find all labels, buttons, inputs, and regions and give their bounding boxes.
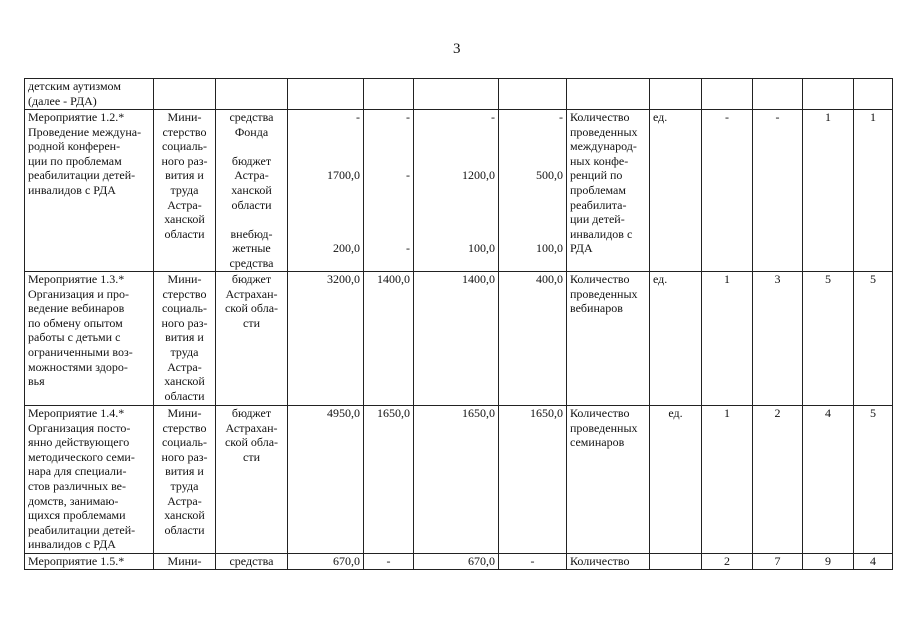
volume-year1-cell xyxy=(364,79,414,110)
volume-year1-cell: - xyxy=(364,554,414,570)
target-year3-cell xyxy=(854,79,893,110)
table-row xyxy=(25,554,893,570)
target-base-cell: 1 xyxy=(702,272,753,406)
volume-year2-cell: 1650,0 xyxy=(414,406,499,554)
indicator-cell: Количество проведенных вебинаров xyxy=(567,272,650,406)
funding-source-cell: бюджет Астрахан- ской обла- сти xyxy=(216,406,288,554)
unit-cell: ед. xyxy=(650,272,702,406)
funding-source-cell: средства Фонда бюджет Астра- ханской области внебюд- жетные средства xyxy=(216,110,288,272)
program-table xyxy=(24,78,893,570)
volume-year3-cell: 1650,0 xyxy=(499,406,567,554)
volume-total-cell: 670,0 xyxy=(288,554,364,570)
target-year3-cell: 4 xyxy=(854,554,893,570)
indicator-cell: Количество xyxy=(567,554,650,570)
table-row xyxy=(25,272,893,406)
volume-year2-cell: 1400,0 xyxy=(414,272,499,406)
table-row xyxy=(25,110,893,272)
table-row xyxy=(25,406,893,554)
table-row xyxy=(25,79,893,110)
target-year2-cell: 9 xyxy=(803,554,854,570)
target-year3-cell: 5 xyxy=(854,406,893,554)
volume-year3-cell: - 500,0 100,0 xyxy=(499,110,567,272)
volume-year2-cell: - 1200,0 100,0 xyxy=(414,110,499,272)
measure-name-cell: Мероприятие 1.2.* Проведение междуна- родной конферен- ции по проблемам реабилитации детей- инвалидов с РДА xyxy=(25,110,154,272)
funding-source-cell xyxy=(216,79,288,110)
executor-cell: Мини- xyxy=(154,554,216,570)
page-number: 3 xyxy=(453,41,461,57)
target-year1-cell: - xyxy=(753,110,803,272)
indicator-cell xyxy=(567,79,650,110)
volume-total-cell: - 1700,0 200,0 xyxy=(288,110,364,272)
target-year1-cell xyxy=(753,79,803,110)
unit-cell xyxy=(650,554,702,570)
target-year3-cell: 5 xyxy=(854,272,893,406)
target-base-cell xyxy=(702,79,753,110)
volume-total-cell xyxy=(288,79,364,110)
unit-cell: ед. xyxy=(650,406,702,554)
executor-cell xyxy=(154,79,216,110)
executor-cell: Мини- стерство социаль- ного раз- вития и труда Астра- ханской области xyxy=(154,272,216,406)
executor-cell: Мини- стерство социаль- ного раз- вития и труда Астра- ханской области xyxy=(154,406,216,554)
target-year1-cell: 7 xyxy=(753,554,803,570)
volume-year2-cell: 670,0 xyxy=(414,554,499,570)
target-base-cell: 1 xyxy=(702,406,753,554)
volume-year3-cell: - xyxy=(499,554,567,570)
funding-source-cell: бюджет Астрахан- ской обла- сти xyxy=(216,272,288,406)
volume-year1-cell: 1400,0 xyxy=(364,272,414,406)
unit-cell xyxy=(650,79,702,110)
target-year3-cell: 1 xyxy=(854,110,893,272)
measure-name-cell: детским аутизмом (далее - РДА) xyxy=(25,79,154,110)
volume-year2-cell xyxy=(414,79,499,110)
measure-name-cell: Мероприятие 1.5.* xyxy=(25,554,154,570)
target-base-cell: - xyxy=(702,110,753,272)
indicator-cell: Количество проведенных международ- ных конфе- ренций по проблемам реабилита- ции детей- инвалидов с РДА xyxy=(567,110,650,272)
target-year1-cell: 3 xyxy=(753,272,803,406)
target-year2-cell: 5 xyxy=(803,272,854,406)
measure-name-cell: Мероприятие 1.4.* Организация посто- янно действующего методического семи- нара для специали- стов различных ве- домств, занимаю- щихся проблемами реабилитации детей- инвалидов с РДА xyxy=(25,406,154,554)
target-year2-cell xyxy=(803,79,854,110)
volume-total-cell: 3200,0 xyxy=(288,272,364,406)
indicator-cell: Количество проведенных семинаров xyxy=(567,406,650,554)
volume-year1-cell: - - - xyxy=(364,110,414,272)
target-base-cell: 2 xyxy=(702,554,753,570)
measure-name-cell: Мероприятие 1.3.* Организация и про- ведение вебинаров по обмену опытом работы с детьми с ограниченными воз- можностями здоро- вья xyxy=(25,272,154,406)
executor-cell: Мини- стерство социаль- ного раз- вития и труда Астра- ханской области xyxy=(154,110,216,272)
target-year2-cell: 1 xyxy=(803,110,854,272)
volume-year3-cell: 400,0 xyxy=(499,272,567,406)
target-year1-cell: 2 xyxy=(753,406,803,554)
volume-year1-cell: 1650,0 xyxy=(364,406,414,554)
volume-total-cell: 4950,0 xyxy=(288,406,364,554)
unit-cell: ед. xyxy=(650,110,702,272)
funding-source-cell: средства xyxy=(216,554,288,570)
volume-year3-cell xyxy=(499,79,567,110)
target-year2-cell: 4 xyxy=(803,406,854,554)
